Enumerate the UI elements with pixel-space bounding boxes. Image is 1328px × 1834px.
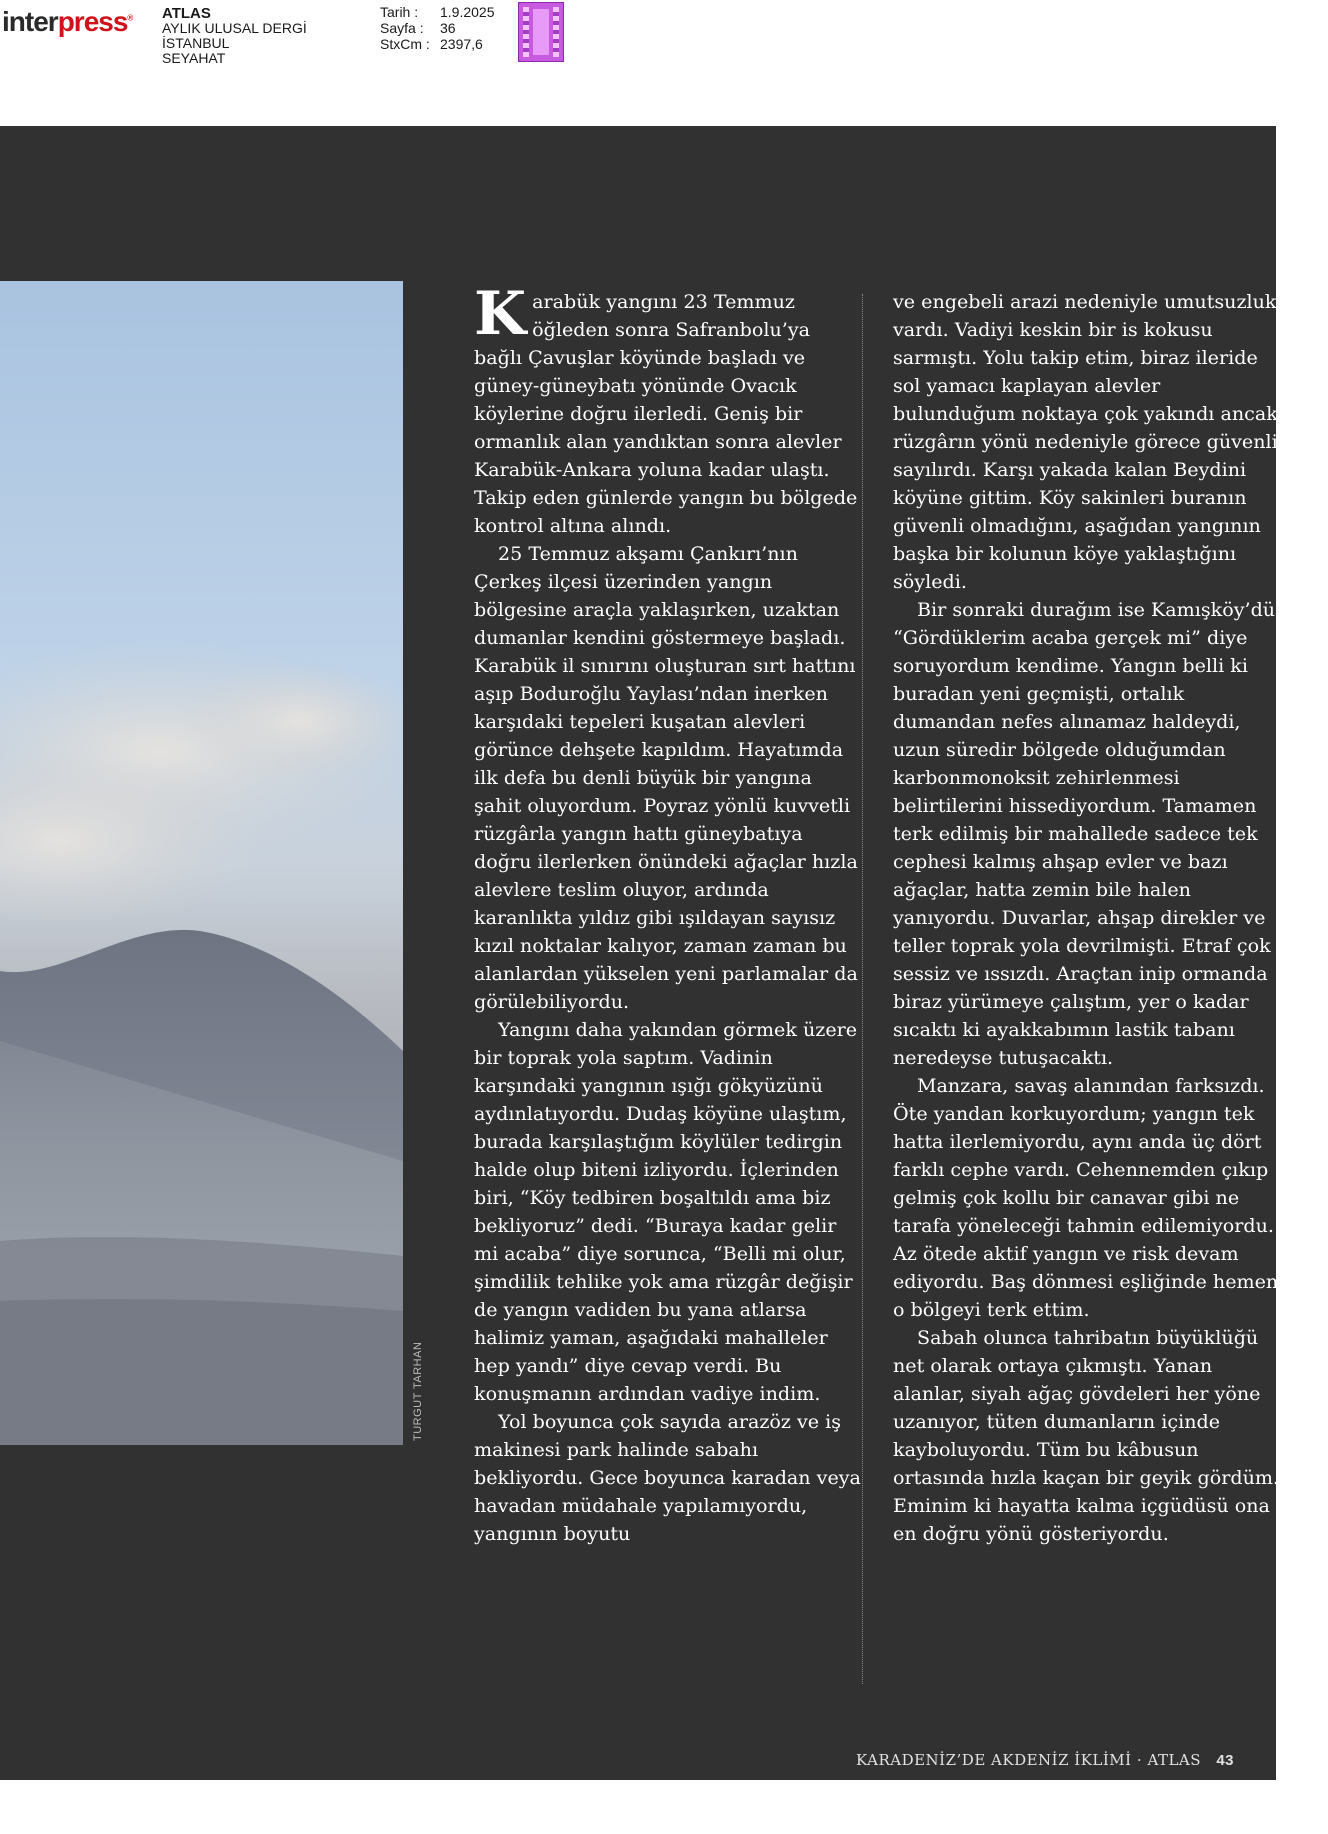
interpress-logo [2, 6, 133, 38]
drop-cap: K [474, 279, 527, 349]
clipping-header [0, 0, 1328, 126]
footer-separator: · [1136, 1751, 1143, 1769]
thumbnail-film-strip-right [553, 7, 559, 57]
page-number: 43 [1216, 1752, 1234, 1769]
landscape-photo [0, 281, 403, 1445]
article-paragraph: Manzara, savaş alanından farksızdı. Öte yandan korkuyordum; yangın tek hatta ilerlemiyordu, aynı anda üç dört farklı cephe vardı. Cehennemden çıkıp gelmiş çok kollu bir canavar gibi ne tarafa yöneleceği tahmin edilemiyordu. Az ötede aktif yangın ve risk devam ediyordu. Baş dönmesi eşliğinde hemen o bölgeyi terk ettim. [893, 1074, 1279, 1321]
column-divider [862, 294, 863, 1684]
meta-date-label: Tarih : [380, 4, 419, 20]
article-paragraph: Bir sonraki durağım ise Kamışköy’dü. “Gördüklerim acaba gerçek mi” diye soruyordum kendime. Yangın belli ki buradan yeni geçmişti, ortalık dumandan nefes alınamaz haldeydi, uzun süredir bölgede olduğumdan karbonmonoksit zehirlenmesi belirtilerini hissediyordum. Tamamen terk edilmiş bir mahallede sadece tek cephesi kalmış ahşap evler ve bazı ağaçlar, hatta zemin bile halen yanıyordu. Duvarlar, ahşap direkler ve teller toprak yola devrilmişti. Etraf çok sessiz ve ıssızdı. Araçtan inip ormanda biraz yürümeye çalıştım, yer o kadar sıcaktı ki ayakkabımın lastik tabanı neredeyse tutuşacaktı. [893, 598, 1282, 1069]
thumbnail-film-strip-left [523, 7, 529, 57]
page-thumbnail-icon[interactable] [518, 2, 564, 62]
meta-stxcm-value: 2397,6 [440, 36, 483, 52]
logo-text-press: press [57, 6, 128, 37]
meta-date-value: 1.9.2025 [440, 4, 495, 20]
thumbnail-frame [533, 9, 549, 55]
page-footer [856, 1751, 1234, 1769]
publication-info [162, 6, 307, 66]
photo-credit: TURGUT TARHAN [412, 1341, 424, 1441]
publication-frequency: AYLIK ULUSAL DERGİ [162, 20, 307, 36]
meta-stxcm-row [380, 36, 495, 52]
article-column-2 [893, 288, 1283, 1548]
first-paragraph-text: arabük yangını 23 Temmuz öğleden sonra Safranbolu’ya bağlı Çavuşlar köyünde başladı ve güney-güneybatı yönünde Ovacık köylerine doğru ilerledi. Geniş bir ormanlık alan yandıktan sonra alevler Karabük-Ankara yoluna kadar ulaştı. Takip eden günlerde yangın bu bölgede kontrol altına alındı. [474, 290, 858, 537]
clipping-meta [380, 4, 495, 52]
article-paragraph: Sabah olunca tahribatın büyüklüğü net olarak ortaya çıkmıştı. Yanan alanlar, siyah ağaç gövdeleri her yöne uzanıyor, tüten dumanların içinde kayboluyordu. Tüm bu kâbusun ortasında hızla kaçan bir geyik gördüm. Eminim ki hayatta kalma içgüdüsü ona en doğru yönü gösteriyordu. [893, 1326, 1280, 1545]
magazine-page [0, 126, 1282, 1780]
meta-page-label: Sayfa : [380, 20, 424, 36]
publication-category: SEYAHAT [162, 50, 226, 66]
article-paragraph [474, 279, 864, 540]
registered-mark: ® [127, 13, 134, 23]
meta-page-row [380, 20, 495, 36]
article-paragraph: 25 Temmuz akşamı Çankırı’nın Çerkeş ilçesi üzerinden yangın bölgesine araçla yaklaşırken, uzaktan dumanlar kendini göstermeye başladı. Karabük il sınırını oluşturan sırt hattını aşıp Boduroğlu Yaylası’ndan inerken karşıdaki tepeleri kuşatan alevleri görünce dehşete kapıldım. Hayatımda ilk defa bu denli büyük bir yangına şahit oluyordum. Poyraz yönlü kuvvetli rüzgârla yangın hattı güneybatıya doğru ilerlerken önündeki ağaçlar hızla alevlere teslim oluyor, ardında karanlıkta yıldız gibi ışıldayan sayısız kızıl noktalar kalıyor, zaman zaman bu alanlardan yükselen yeni parlamalar da görülebiliyordu. [474, 542, 858, 1013]
logo-text-inter: inter [2, 6, 58, 37]
meta-date-row [380, 4, 495, 20]
article-column-1 [474, 279, 864, 1548]
meta-page-value: 36 [440, 20, 456, 36]
article-paragraph: ve engebeli arazi nedeniyle umutsuzluk vardı. Vadiyi keskin bir is kokusu sarmıştı. Yolu takip etim, biraz ileride sol yamacı kaplayan alevler bulunduğum noktaya çok yakındı ancak rüzgârın yönü nedeniyle görece güvenli sayılırdı. Karşı yakada kalan Beydini köyüne gittim. Köy sakinleri buranın güvenli olmadığını, aşağıdan yangının başka bir kolunun köye yaklaştığını söyledi. [893, 290, 1278, 593]
footer-magazine-name: ATLAS [1147, 1751, 1202, 1769]
running-title: KARADENİZ’DE AKDENİZ İKLİMİ [856, 1751, 1132, 1769]
meta-stxcm-label: StxCm : [380, 36, 430, 52]
article-paragraph: Yangını daha yakından görmek üzere bir toprak yola saptım. Vadinin karşındaki yangının ışığı gökyüzünü aydınlatıyordu. Dudaş köyüne ulaştım, burada karşılaştığım köylüler tedirgin halde olup biteni izliyordu. İçlerinden biri, “Köy tedbiren boşaltıldı ama biz bekliyoruz” dedi. “Buraya kadar gelir mi acaba” diye sorunca, “Belli mi olur, şimdilik tehlike yok ama rüzgâr değişir de yangın vadiden bu yana atlarsa halimiz yaman, aşağıdaki mahalleler hep yandı” diye cevap verdi. Bu konuşmanın ardından vadiye indim. [474, 1018, 858, 1405]
publication-city: İSTANBUL [162, 35, 230, 51]
article-paragraph: Yol boyunca çok sayıda arazöz ve iş makinesi park halinde sabahı bekliyordu. Gece boyunca karadan veya havadan müdahale yapılamıyordu, yangının boyutu [474, 1410, 861, 1545]
publication-name: ATLAS [162, 5, 211, 22]
